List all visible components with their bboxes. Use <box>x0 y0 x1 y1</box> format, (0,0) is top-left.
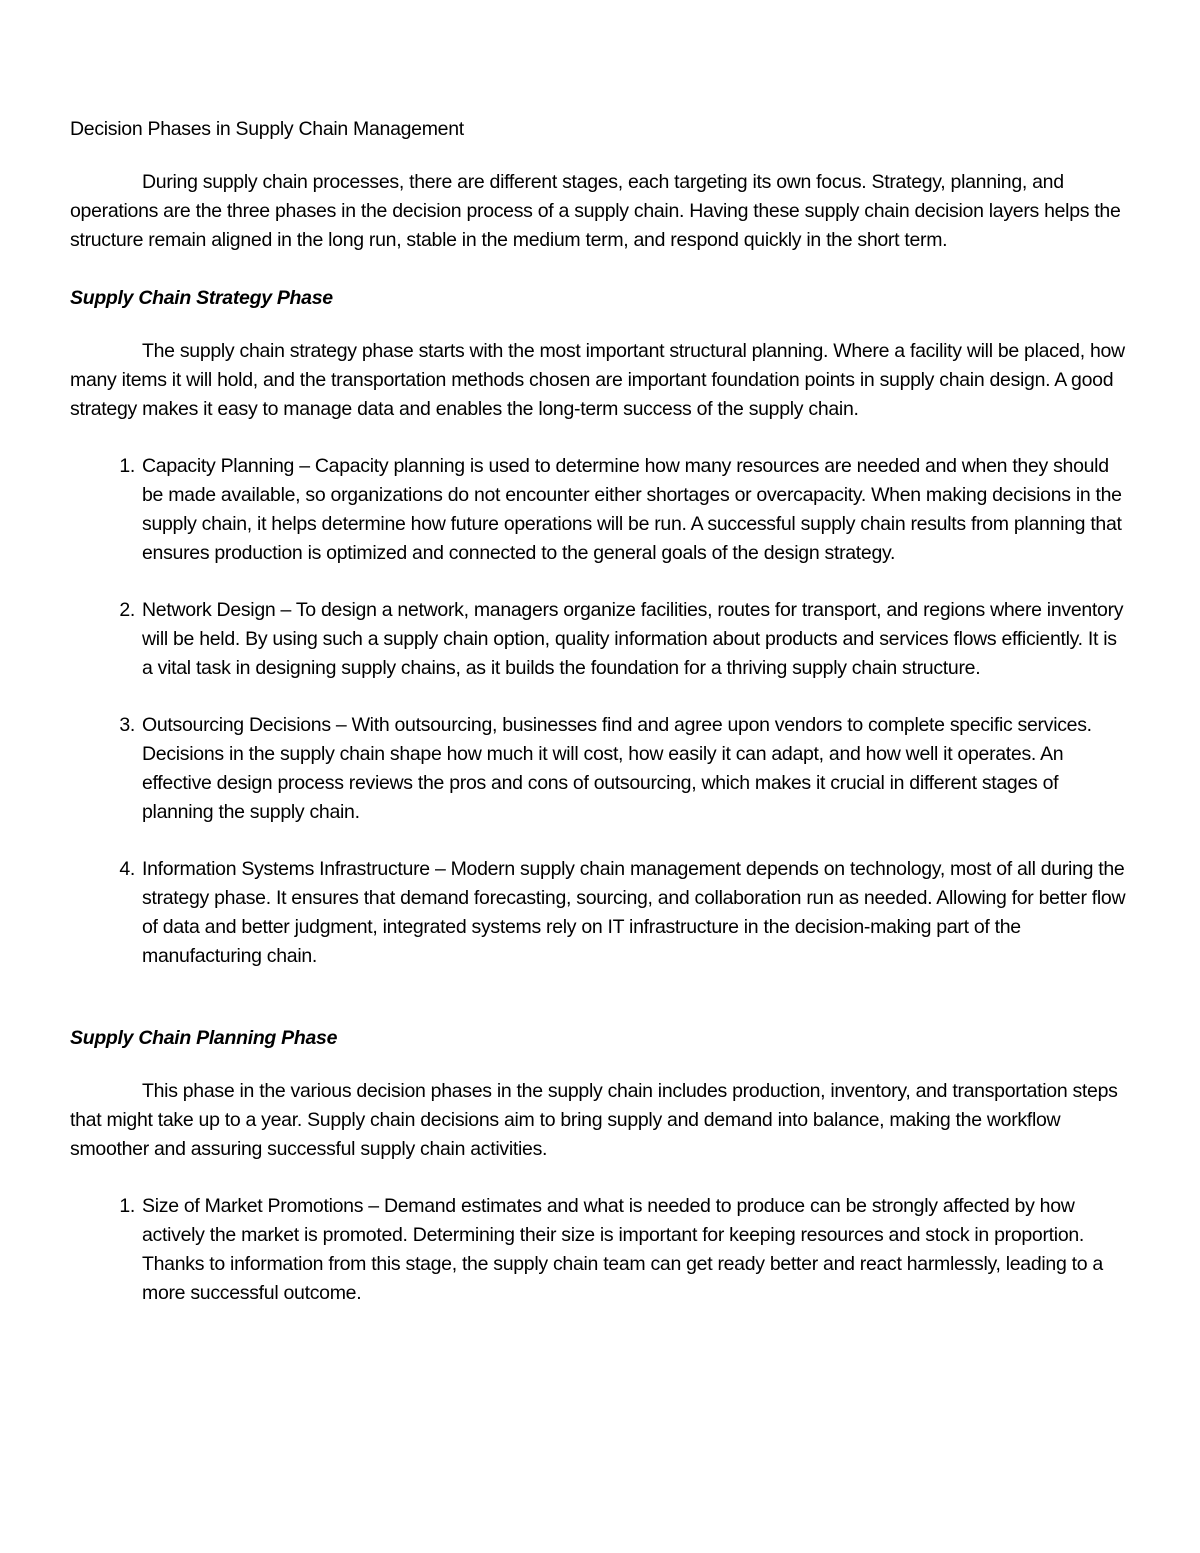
spacer <box>70 1164 1128 1192</box>
list-number: 3. <box>119 714 135 736</box>
spacer <box>70 424 1128 452</box>
list-item <box>70 855 1128 971</box>
list-item-text: Size of Market Promotions – Demand estimates and what is needed to produce can be strongly affected by how actively the market is promoted. Determining their size is important for keeping resources and stock in proportion. Thanks to information from this stage, the supply chain team can get ready better and react harmlessly, leading to a more successful outcome. <box>142 1195 1103 1304</box>
planning-list <box>70 1192 1128 1308</box>
list-item <box>70 596 1128 683</box>
list-item-text: Network Design – To design a network, managers organize facilities, routes for transport, and regions where inventory will be held. By using such a supply chain option, quality information about products and services flows efficiently. It is a vital task in designing supply chains, as it builds the foundation for a thriving supply chain structure. <box>142 599 1124 679</box>
list-number: 1. <box>119 455 135 477</box>
list-number: 1. <box>119 1195 135 1217</box>
spacer <box>70 255 1128 284</box>
strategy-list <box>70 452 1128 971</box>
list-item-text: Capacity Planning – Capacity planning is used to determine how many resources are needed and when they should be made available, so organizations do not encounter either shortages or overcapacity. When making decisions in the supply chain, it helps determine how future operations will be run. A successful supply chain results from planning that ensures production is optimized and connected to the general goals of the design strategy. <box>142 455 1122 564</box>
list-item-text: Outsourcing Decisions – With outsourcing, businesses find and agree upon vendors to complete specific services. Decisions in the supply chain shape how much it will cost, how easily it can adapt, and how well it operates. An effective design process reviews the pros and cons of outsourcing, which makes it crucial in different stages of planning the supply chain. <box>142 714 1092 823</box>
list-item <box>70 452 1128 568</box>
spacer <box>70 1053 1128 1077</box>
intro-paragraph: During supply chain processes, there are different stages, each targeting its own focus. Strategy, planning, and operations are the three phases in the decision process of a supply chain. Having these supply chain decision layers helps the structure remain aligned in the long run, stable in the medium term, and respond quickly in the short term. <box>70 171 1121 251</box>
spacer <box>70 568 1128 596</box>
spacer <box>70 683 1128 711</box>
document-title: Decision Phases in Supply Chain Management <box>70 118 464 140</box>
planning-heading: Supply Chain Planning Phase <box>70 1027 338 1049</box>
strategy-heading: Supply Chain Strategy Phase <box>70 287 333 309</box>
list-item-text: Information Systems Infrastructure – Modern supply chain management depends on technology, most of all during the strategy phase. It ensures that demand forecasting, sourcing, and collaboration run as needed. Allowing for better flow of data and better judgment, integrated systems rely on IT infrastructure in the decision-making part of the manufacturing chain. <box>142 858 1126 967</box>
list-item <box>70 711 1128 827</box>
spacer <box>70 971 1128 1024</box>
spacer <box>70 827 1128 855</box>
planning-paragraph: This phase in the various decision phases in the supply chain includes production, inventory, and transportation steps that might take up to a year. Supply chain decisions aim to bring supply and demand into balance, making the workflow smoother and assuring successful supply chain activities. <box>70 1080 1118 1160</box>
list-item <box>70 1192 1128 1308</box>
list-number: 4. <box>119 858 135 880</box>
list-number: 2. <box>119 599 135 621</box>
strategy-paragraph: The supply chain strategy phase starts with the most important structural planning. Where a facility will be placed, how many items it will hold, and the transportation methods chosen are important foundation points in supply chain design. A good strategy makes it easy to manage data and enables the long-term success of the supply chain. <box>70 340 1125 420</box>
spacer <box>70 313 1128 337</box>
